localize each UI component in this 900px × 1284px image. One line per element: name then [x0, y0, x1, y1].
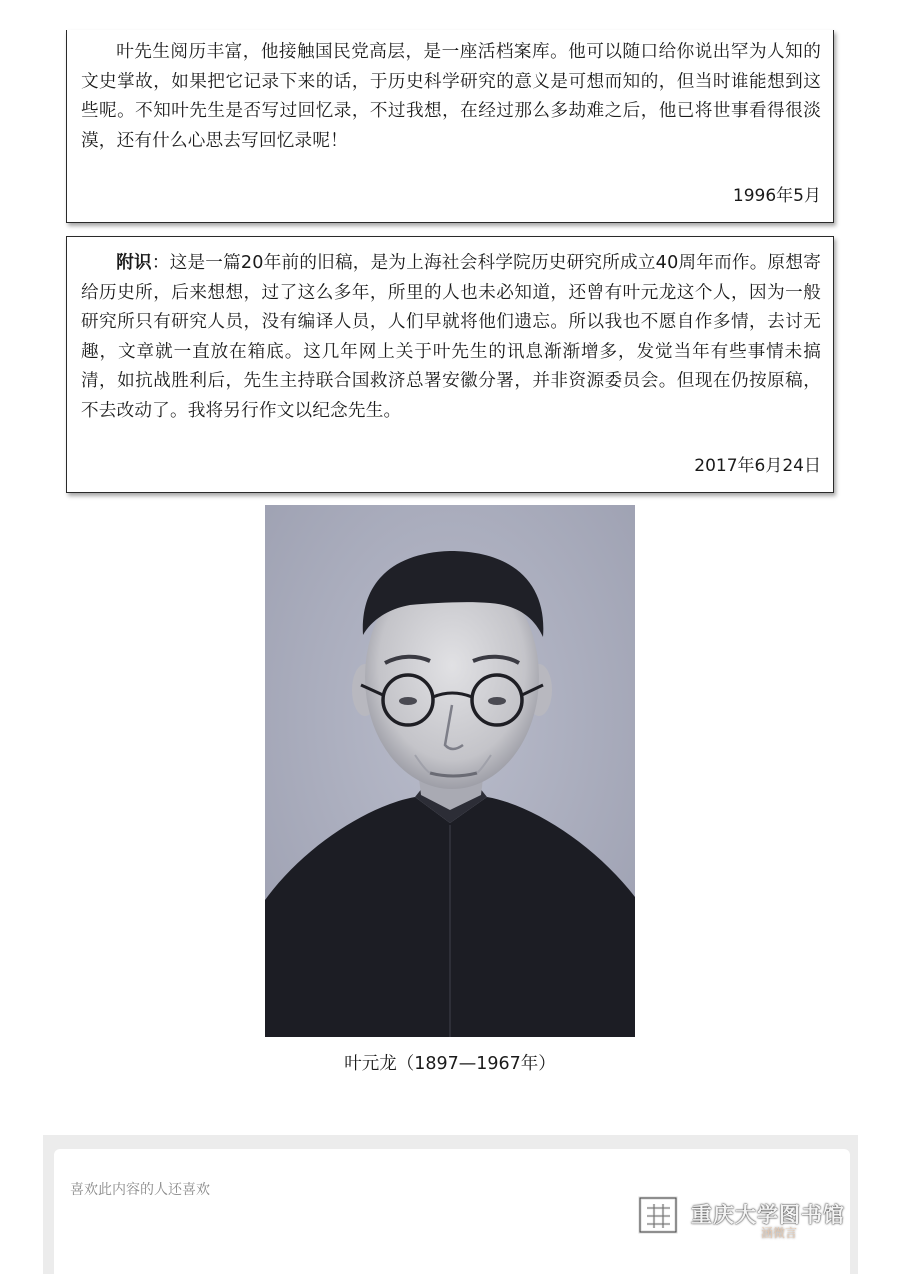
library-logo-icon: [637, 1194, 681, 1238]
note-label: 附识: [116, 253, 152, 273]
article-paragraph: 叶先生阅历丰富，他接触国民党高层，是一座活档案库。他可以随口给你说出罕为人知的文史掌故，如果把它记录下来的话，于历史科学研究的意义是可想而知的，但当时谁能想到这些呢。不知叶先生是否写过回忆录，不过我想，在经过那么多劫难之后，他已将世事看得很淡漠，还有什么心思去写回忆录呢！: [81, 42, 821, 151]
watermark-text: 重庆大学图书馆: [691, 1203, 845, 1227]
note-text-box: [66, 236, 834, 493]
note-date: 2017年6月24日: [694, 456, 821, 476]
library-watermark: [637, 1190, 867, 1250]
article-text-box: [66, 30, 834, 223]
note-paragraph: [81, 249, 821, 427]
photo-caption: 叶元龙（1897—1967年）: [344, 1054, 556, 1074]
recommendation-title: 喜欢此内容的人还喜欢: [70, 1182, 210, 1198]
portrait-photo[interactable]: [265, 505, 635, 1037]
watermark-subtext: 涵微言: [761, 1226, 798, 1240]
note-text: ：这是一篇20年前的旧稿，是为上海社会科学院历史研究所成立40周年而作。原想寄给历史所，后来想想，过了这么多年，所里的人也未必知道，还曾有叶元龙这个人，因为一般研究所只有研究人员，没有编译人员，人们早就将他们遗忘。所以我也不愿自作多情，去讨无趣，文章就一直放在箱底。这几年网上关于叶先生的讯息渐渐增多，发觉当年有些事情未搞清，如抗战胜利后，先生主持联合国救济总署安徽分署，并非资源委员会。但现在仍按原稿，不去改动了。我将另行作文以纪念先生。: [81, 253, 821, 421]
article-date: 1996年5月: [732, 186, 821, 206]
